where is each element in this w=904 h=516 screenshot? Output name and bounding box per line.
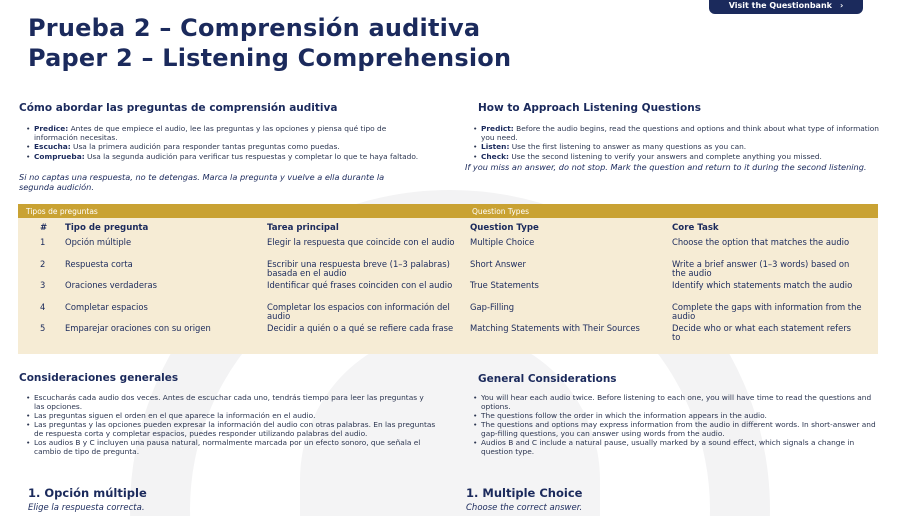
cell-tarea: Escribir una respuesta breve (1–3 palabras) basada en el audio xyxy=(267,259,450,278)
cell-type: Short Answer xyxy=(470,259,526,269)
list-item: • You will hear each audio twice. Before listening to each one, you will have time to read the questions and options. xyxy=(473,393,883,411)
section1-heading-es: 1. Opción múltiple xyxy=(28,486,147,500)
approach-note-es: Si no captas una respuesta, no te detengas. Marca la pregunta y vuelve a ella durante la segunda audición. xyxy=(19,172,385,192)
cell-tipo: Respuesta corta xyxy=(65,259,133,269)
cell-tarea: Decidir a quién o a qué se refiere cada frase xyxy=(267,323,454,333)
chevron-right-icon: › xyxy=(839,0,844,10)
cell-number: 4 xyxy=(40,302,46,312)
cell-tipo: Oraciones verdaderas xyxy=(65,280,157,290)
col-header-task: Core Task xyxy=(672,223,719,233)
cell-tipo: Completar espacios xyxy=(65,302,148,312)
table-band-header xyxy=(18,204,878,218)
cell-type: Gap-Filling xyxy=(470,302,515,312)
col-header-type: Question Type xyxy=(470,223,539,233)
cell-type: Matching Statements with Their Sources xyxy=(470,323,640,333)
cell-number: 3 xyxy=(40,280,46,290)
list-item: • Audios B and C include a natural pause, usually marked by a sound effect, which signals a change in question type. xyxy=(473,438,883,456)
cell-number: 1 xyxy=(40,237,46,247)
approach-list-es xyxy=(26,124,431,161)
band-label-es: Tipos de preguntas xyxy=(26,206,98,216)
general-list-en xyxy=(473,393,883,456)
cell-tarea: Completar los espacios con información del audio xyxy=(267,302,450,321)
cell-number: 2 xyxy=(40,259,46,269)
cell-type: True Statements xyxy=(470,280,539,290)
list-item: • Las preguntas siguen el orden en el que aparece la información en el audio. xyxy=(26,411,436,420)
approach-heading-en: How to Approach Listening Questions xyxy=(478,102,701,114)
general-heading-es: Consideraciones generales xyxy=(19,372,179,384)
approach-list-en xyxy=(473,124,883,161)
question-types-table xyxy=(18,204,878,354)
col-header-tarea: Tarea principal xyxy=(267,223,339,233)
section1-heading-en: 1. Multiple Choice xyxy=(466,486,583,500)
col-header-tipo: Tipo de pregunta xyxy=(65,223,149,233)
page-title-en: Paper 2 – Listening Comprehension xyxy=(28,44,512,72)
cell-type: Multiple Choice xyxy=(470,237,535,247)
band-label-en: Question Types xyxy=(472,206,530,216)
cell-task: Write a brief answer (1–3 words) based on the audio xyxy=(672,259,850,278)
general-heading-en: General Considerations xyxy=(478,373,617,385)
cell-number: 5 xyxy=(40,323,46,333)
list-item: • The questions and options may express information from the audio in different words. In short-answer and gap-filling questions, you can answer using words from the audio. xyxy=(473,420,883,438)
approach-heading-es: Cómo abordar las preguntas de comprensión auditiva xyxy=(19,102,338,114)
cell-tipo: Emparejar oraciones con su origen xyxy=(65,323,211,333)
cell-tipo: Opción múltiple xyxy=(65,237,132,247)
approach-note-en: If you miss an answer, do not stop. Mark the question and return to it during the second listening. xyxy=(465,162,867,172)
section1-instruction-en: Choose the correct answer. xyxy=(466,503,583,513)
page-title-es: Prueba 2 – Comprensión auditiva xyxy=(28,14,481,42)
list-item: • Escucharás cada audio dos veces. Antes de escuchar cada uno, tendrás tiempo para leer las preguntas y las opciones. xyxy=(26,393,436,411)
section1-instruction-es: Elige la respuesta correcta. xyxy=(28,503,145,513)
list-item: • Predict: Before the audio begins, read the questions and options and think about what type of information you need. xyxy=(473,124,883,142)
general-list-es xyxy=(26,393,436,456)
list-item: • Comprueba: Usa la segunda audición para verificar tus respuestas y completar lo que te haya faltado. xyxy=(26,152,431,161)
list-item: • Los audios B y C incluyen una pausa natural, normalmente marcada por un efecto sonoro, que señala el cambio de tipo de pregunta. xyxy=(26,438,436,456)
cell-tarea: Identificar qué frases coinciden con el audio xyxy=(267,280,453,290)
list-item: • Las preguntas y las opciones pueden expresar la información del audio con otras palabras. En las preguntas de respuesta corta y completar espacios, puedes responder utilizando palabras del audio. xyxy=(26,420,436,438)
list-item: • Escucha: Usa la primera audición para responder tantas preguntas como puedas. xyxy=(26,142,431,151)
col-header-number: # xyxy=(40,223,48,233)
cell-tarea: Elegir la respuesta que coincide con el audio xyxy=(267,237,455,247)
list-item: • Check: Use the second listening to verify your answers and complete anything you missed. xyxy=(473,152,883,161)
cell-task: Decide who or what each statement refers to xyxy=(672,323,852,342)
list-item: • Predice: Antes de que empiece el audio, lee las preguntas y las opciones y piensa qué tipo de información necesitas. xyxy=(26,124,431,142)
visit-questionbank-label: Visit the Questionbank xyxy=(728,0,832,10)
cell-task: Choose the option that matches the audio xyxy=(672,237,850,247)
list-item: • Listen: Use the first listening to answer as many questions as you can. xyxy=(473,142,883,151)
cell-task: Complete the gaps with information from the audio xyxy=(672,302,862,321)
list-item: • The questions follow the order in which the information appears in the audio. xyxy=(473,411,883,420)
visit-questionbank-button[interactable] xyxy=(709,0,863,14)
cell-task: Identify which statements match the audio xyxy=(672,280,853,290)
